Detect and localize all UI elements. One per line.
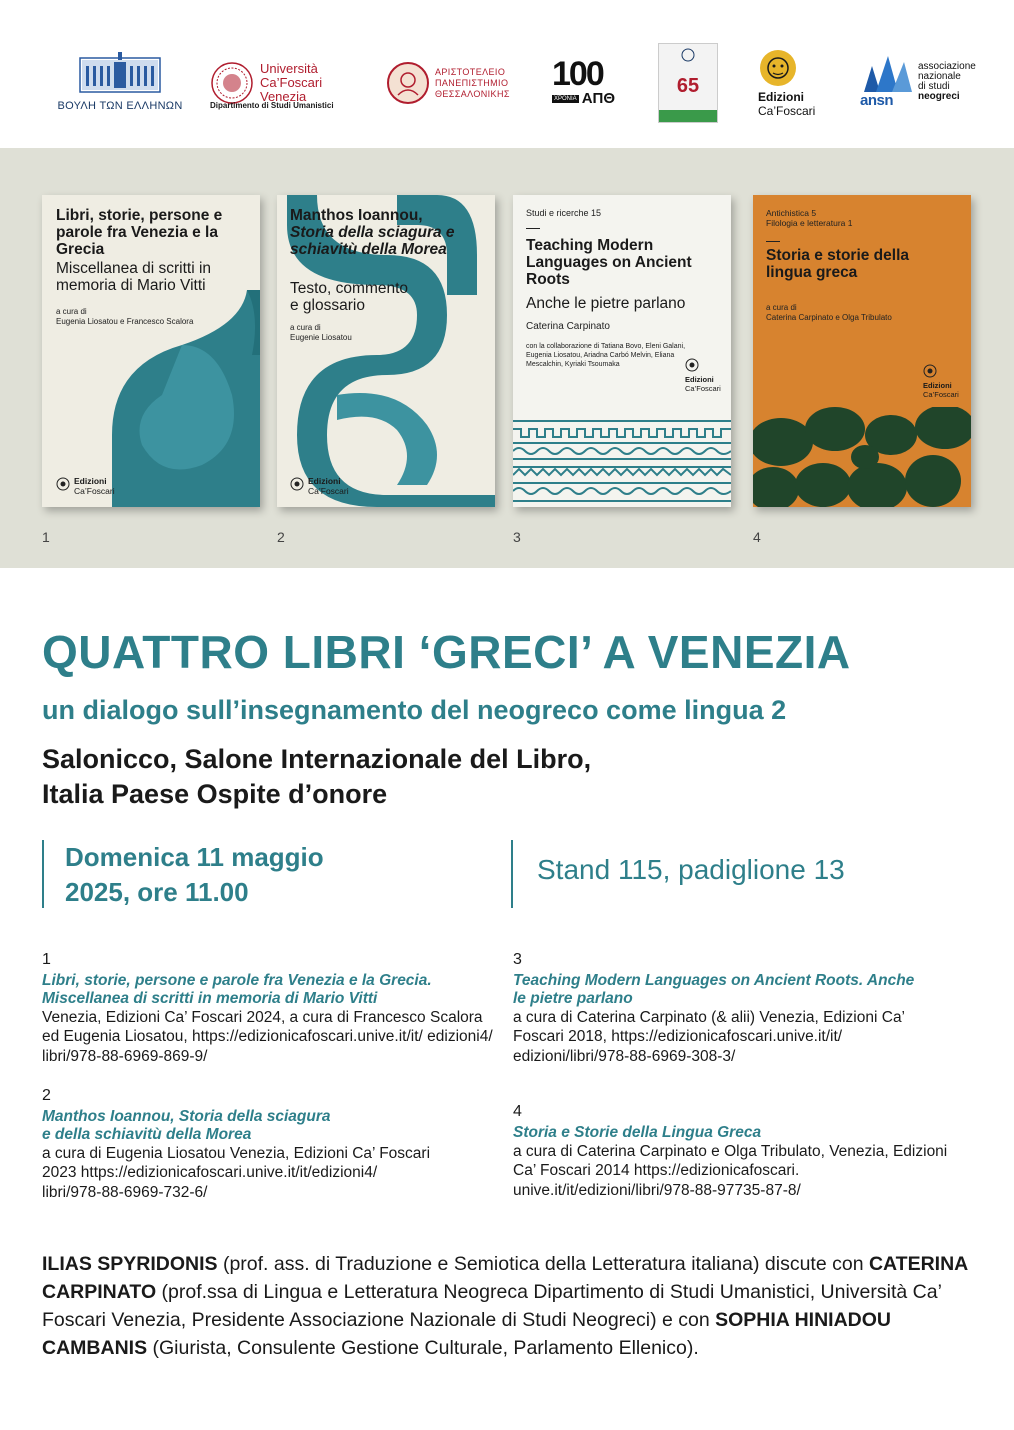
venue-line2: Italia Paese Ospite d’onore	[42, 779, 388, 809]
book4-editors: Caterina Carpinato e Olga Tribulato	[766, 313, 892, 322]
reference-4-body: a cura di Caterina Carpinato e Olga Tribulato, Venezia, Edizioni Ca’ Foscari 2014 https://edizionicafoscari. unive.it/it/edizioni/libri/978-88-97735-87-8/	[513, 1142, 948, 1199]
reference-2-title: Manthos Ioannou, Storia della sciagura e della schiavitù della Morea	[42, 1107, 331, 1143]
unive-line3: Venezia	[260, 89, 307, 104]
reference-3-body: a cura di Caterina Carpinato (& alii) Venezia, Edizioni Ca’ Foscari 2018, https://edizionicafoscari.unive.it/it/ edizioni/libri/978-88-6969-308-3/	[513, 1008, 905, 1065]
ansn-line4: neogreci	[918, 91, 960, 102]
reference-2	[42, 1086, 462, 1202]
reference-3-title: Teaching Modern Languages on Ancient Roots. Anche le pietre parlano	[513, 971, 915, 1007]
book3-publisher-1: Edizioni	[685, 375, 714, 384]
book4-publisher-icon	[923, 364, 937, 378]
book1-title: Libri, storie, persone e parole fra Venezia e la Grecia	[56, 207, 223, 258]
unive-line2: Ca’Foscari	[260, 75, 323, 90]
book2-title-author: Manthos Ioannou,	[290, 207, 423, 224]
event-date-line1: Domenica 11 maggio	[65, 842, 324, 872]
book2-editors: Eugenie Liosatou	[290, 333, 352, 342]
book2-publisher-icon	[290, 477, 304, 491]
book3-number: 3	[513, 529, 521, 545]
book4-series: Antichistica 5	[766, 208, 817, 218]
apth-number: 100	[552, 55, 603, 93]
book3-subtitle: Anche le pietre parlano	[526, 295, 686, 312]
book3-greek-pattern	[513, 415, 731, 507]
book-cover-2[interactable]	[277, 195, 495, 507]
reference-1	[42, 950, 497, 1066]
ansn-logo	[858, 50, 988, 114]
book1-publisher-1: Edizioni	[74, 476, 107, 486]
reference-3-number: 3	[513, 951, 522, 968]
vouli-name: ΒΟΥΛΗ ΤΩΝ ΕΛΛΗΝΩΝ	[57, 100, 183, 112]
logo-strip	[0, 0, 1014, 148]
edizioni-line2: Ca’Foscari	[758, 104, 816, 118]
auth-line3: ΘΕΣΣΑΛΟΝΙΚΗΣ	[435, 88, 510, 99]
edizioni-logo	[758, 48, 838, 122]
book1-subtitle: Miscellanea di scritti in memoria di Mario Vitti	[56, 260, 212, 294]
book2-subtitle: Testo, commento e glossario	[290, 280, 409, 314]
book3-series: Studi e ricerche 15	[526, 208, 602, 218]
books-band	[0, 148, 1014, 568]
unive-department: Dipartimento di Studi Umanistici	[210, 101, 334, 110]
page-title: QUATTRO LIBRI ‘GRECI’ A VENEZIA	[42, 626, 851, 678]
event-date	[42, 840, 324, 908]
speaker-1: ILIAS SPYRIDONIS	[42, 1253, 218, 1275]
reference-4	[513, 1102, 963, 1200]
speaker-3-role: (Giurista, Consulente Gestione Culturale, Parlamento Ellenico).	[147, 1337, 699, 1359]
book3-author: Caterina Carpinato	[526, 321, 610, 332]
ansn-line2: nazionale	[918, 71, 961, 82]
lion-icon	[758, 48, 798, 88]
unive-line1: Università	[260, 61, 318, 76]
ansn-line3: di studi	[918, 81, 950, 92]
reference-4-number: 4	[513, 1103, 522, 1120]
speaker-2: CATERINA CARPINATO	[42, 1253, 968, 1303]
auth-line2: ΠΑΝΕΠΙΣΤΗΜΙΟ	[435, 77, 509, 88]
book4-title: Storia e storie della lingua greca	[766, 247, 909, 281]
edizioni-line1: Edizioni	[758, 90, 804, 104]
apth-100-logo	[552, 55, 628, 108]
unive-seal-icon	[210, 61, 254, 105]
speaker-2-role: (prof.ssa di Lingua e Letteratura Neogreca Dipartimento di Studi Umanistici, Università Ca’ Foscari Venezia, Presidente Associazione Nazionale di Studi Neogreci) e con	[42, 1281, 942, 1331]
page-subtitle: un dialogo sull’insegnamento del neogreco come lingua 2	[42, 695, 787, 725]
venue-line1: Salonicco, Salone Internazionale del Libro,	[42, 744, 592, 774]
reference-1-title: Libri, storie, persone e parole fra Venezia e la Grecia. Miscellanea di scritti in memoria di Mario Vitti	[42, 971, 432, 1007]
book2-editors-label: a cura di	[290, 323, 321, 332]
reference-1-body: Venezia, Edizioni Ca’ Foscari 2024, a cura di Francesco Scalora ed Eugenia Liosatou, https://edizionicafoscari.unive.it/it/ edizioni4/ libri/978-88-6969-869-9/	[42, 1008, 493, 1065]
book-cover-4[interactable]	[753, 195, 971, 507]
reference-2-number: 2	[42, 1087, 51, 1104]
apth-label: ΑΠΘ	[581, 90, 616, 107]
book4-series-2: Filologia e letteratura 1	[766, 218, 853, 228]
event-stand-text: Stand 115, padiglione 13	[537, 854, 845, 885]
book-cover-1[interactable]	[42, 195, 260, 507]
ansn-line1: associazione	[918, 61, 976, 72]
book3-publisher-icon	[685, 358, 699, 372]
ansn-mark-icon	[858, 52, 914, 96]
book2-publisher-1: Edizioni	[308, 476, 341, 486]
reference-1-number: 1	[42, 951, 51, 968]
speaker-3: SOPHIA HINIADOU CAMBANIS	[42, 1309, 891, 1359]
venue	[42, 742, 591, 812]
book1-editors-label: a cura di	[56, 307, 87, 316]
anniversary-number: 65	[676, 74, 700, 97]
book1-editors: Eugenia Liosatou e Francesco Scalora	[56, 317, 194, 326]
badge-green-bar	[659, 110, 717, 122]
book1-publisher-2: Ca’Foscari	[74, 486, 115, 496]
book3-title: Teaching Modern Languages on Ancient Roots	[526, 237, 692, 288]
book3-rule	[526, 228, 540, 229]
speaker-1-role: (prof. ass. di Traduzione e Semiotica della Letteratura italiana) discute con	[217, 1253, 869, 1275]
badge-emblem-icon	[681, 48, 695, 62]
event-stand	[511, 840, 845, 908]
auth-logo	[386, 58, 526, 108]
anniversary-badge	[658, 43, 718, 123]
book3-collaborators: con la collaborazione di Tatiana Bovo, Eleni Galani, Eugenia Liosatou, Ariadna Carbó Melvin, Eliana Mescalchin, Kyriaki Tsoumaka	[526, 343, 686, 368]
auth-line1: ΑΡΙΣΤΟΤΕΛΕΙΟ	[435, 66, 506, 77]
discussion-paragraph	[42, 1250, 977, 1362]
book2-publisher-2: Ca’Foscari	[308, 486, 349, 496]
book3-publisher-2: Ca’Foscari	[685, 384, 721, 393]
book1-number: 1	[42, 529, 50, 545]
parliament-building-icon	[78, 48, 162, 96]
book4-publisher-2: Ca’Foscari	[923, 390, 959, 399]
reference-2-body: a cura di Eugenia Liosatou Venezia, Edizioni Ca’ Foscari 2023 https://edizionicafoscari.unive.it/it/edizioni4/ libri/978-88-6969-732-6/	[42, 1144, 431, 1201]
vouli-logo	[58, 48, 182, 118]
book1-publisher-icon	[56, 477, 70, 491]
book4-rule	[766, 241, 780, 242]
book4-stones-pattern	[753, 407, 971, 507]
book-cover-3[interactable]	[513, 195, 731, 507]
reference-4-title: Storia e Storie della Lingua Greca	[513, 1123, 762, 1141]
event-date-line2: 2025, ore 11.00	[65, 877, 249, 907]
book2-title: Storia della sciagura e schiavitù della Morea	[290, 224, 455, 258]
book4-editors-label: a cura di	[766, 303, 797, 312]
apth-small: ΧΡΟΝΙΑ	[554, 95, 577, 102]
ansn-mark: ansn	[860, 92, 894, 109]
auth-seal-icon	[386, 61, 430, 105]
book4-publisher-1: Edizioni	[923, 381, 952, 390]
book2-number: 2	[277, 529, 285, 545]
book4-number: 4	[753, 529, 761, 545]
reference-3	[513, 950, 963, 1066]
